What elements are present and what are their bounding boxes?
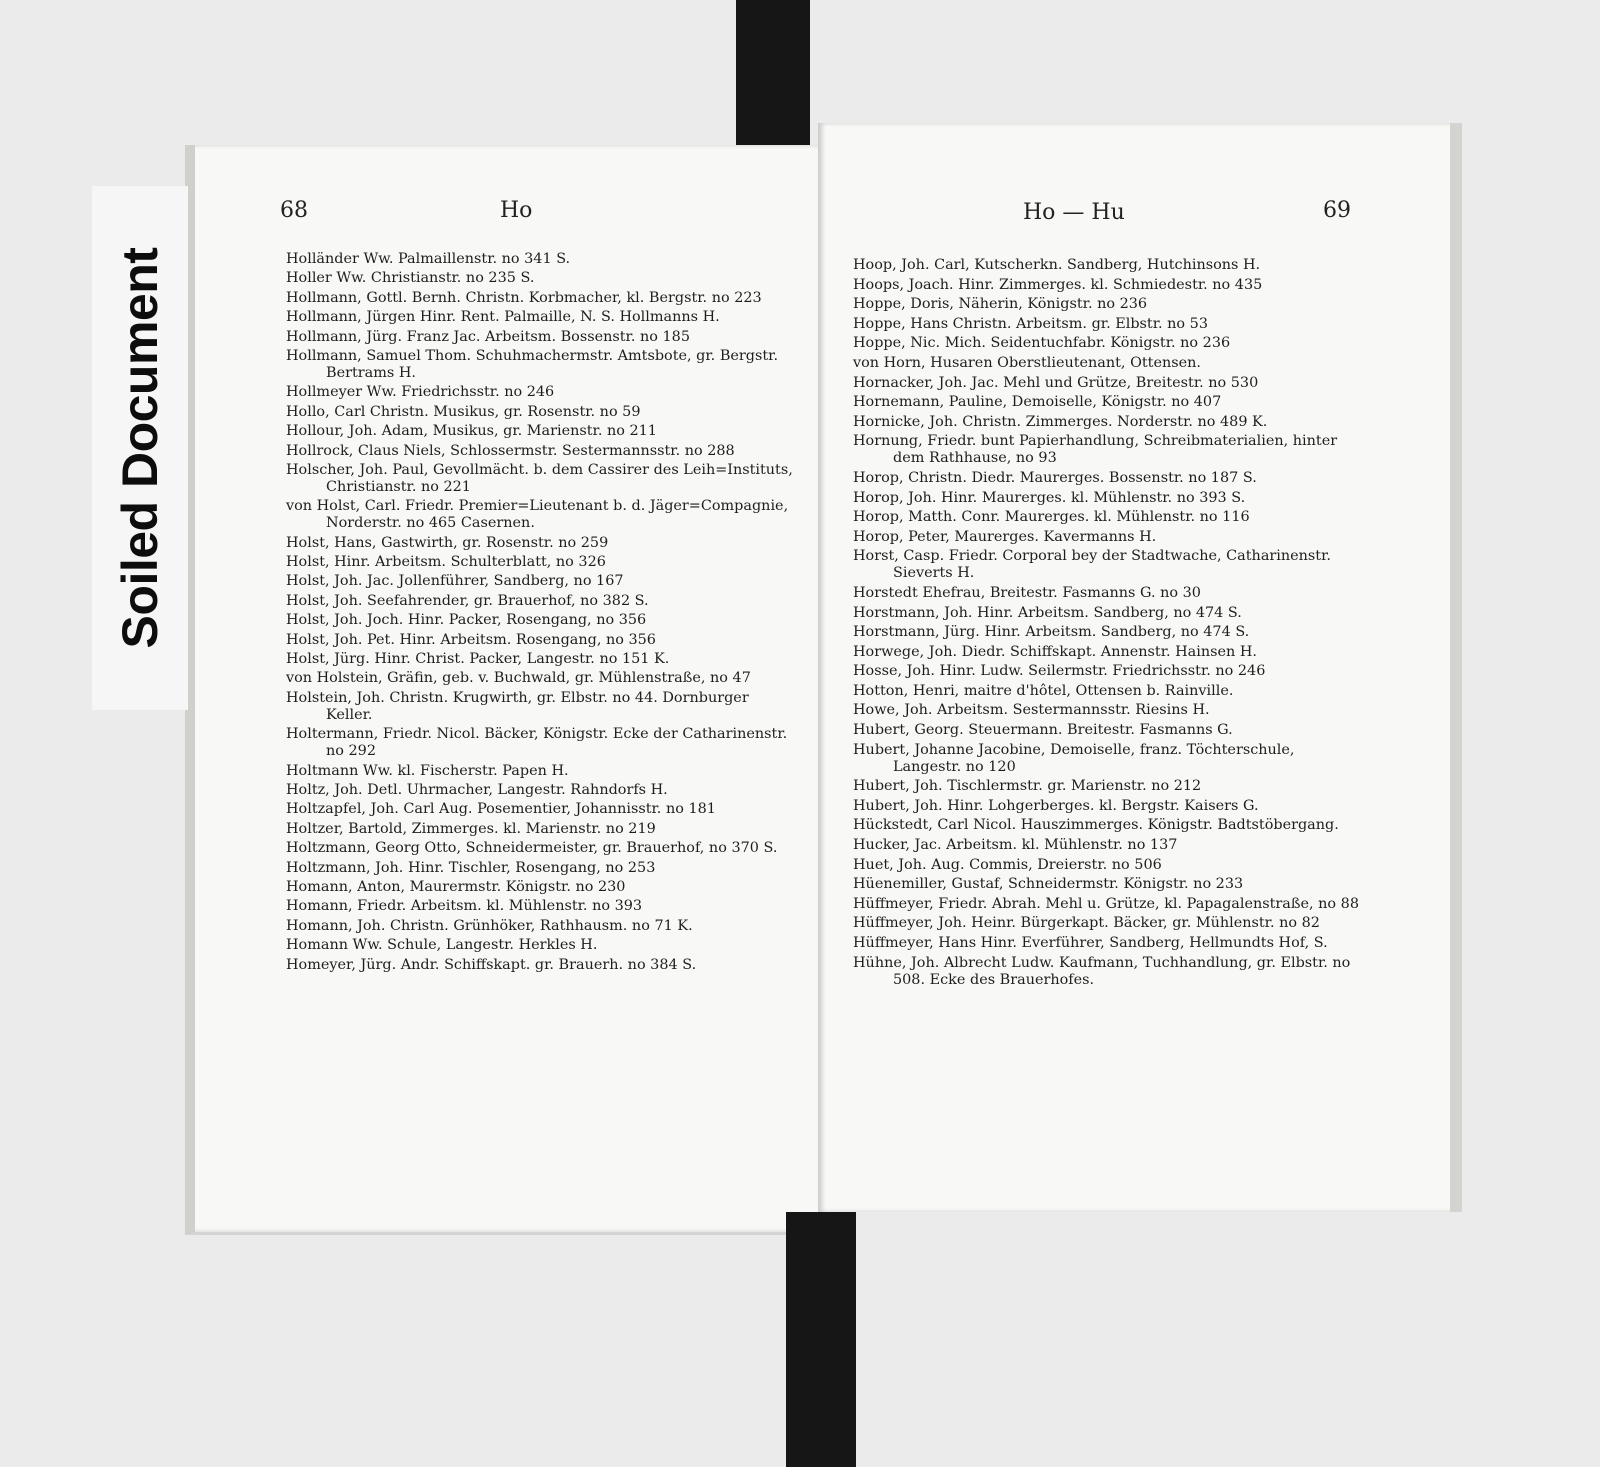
entry-list-left (286, 251, 794, 976)
directory-entry: Homann Ww. Schule, Langestr. Herkles H. (286, 937, 598, 954)
directory-entry: Hornemann, Pauline, Demoiselle, Königstr. no 407 (853, 394, 1222, 411)
directory-entry: Hollrock, Claus Niels, Schlossermstr. Sestermannsstr. no 288 (286, 442, 735, 459)
directory-entry: Homann, Anton, Maurermstr. Königstr. no 230 (286, 878, 626, 895)
directory-entry: Homann, Friedr. Arbeitsm. kl. Mühlenstr. no 393 (286, 898, 643, 915)
directory-entry: Horop, Christn. Diedr. Maurerges. Bossenstr. no 187 S. (853, 469, 1257, 486)
directory-entry: von Holst, Carl. Friedr. Premier=Lieutenant b. d. Jäger=Compagnie, Norderstr. no 465 Casernen. (286, 498, 789, 532)
directory-entry: Hornicke, Joh. Christn. Zimmerges. Norderstr. no 489 K. (853, 413, 1268, 430)
directory-entry: Hornacker, Joh. Jac. Mehl und Grütze, Breitestr. no 530 (853, 374, 1259, 391)
directory-entry: Hoop, Joh. Carl, Kutscherkn. Sandberg, Hutchinsons H. (853, 257, 1261, 273)
directory-entry: Horop, Joh. Hinr. Maurerges. kl. Mühlenstr. no 393 S. (853, 489, 1246, 506)
directory-entry: Hühne, Joh. Albrecht Ludw. Kaufmann, Tuchhandlung, gr. Elbstr. no 508. Ecke des Brauerhofes. (853, 954, 1351, 988)
binding-strap-bottom (786, 1212, 856, 1467)
directory-entry: von Horn, Husaren Oberstlieutenant, Ottensen. (853, 354, 1201, 371)
directory-entry: Holst, Joh. Jac. Jollenführer, Sandberg, no 167 (286, 573, 624, 590)
directory-entry: Hoppe, Nic. Mich. Seidentuchfabr. Königstr. no 236 (853, 335, 1231, 352)
soiled-document-label (92, 186, 188, 710)
directory-entry: Homann, Joh. Christn. Grünhöker, Rathhausm. no 71 K. (286, 917, 693, 934)
entry-list-right (853, 257, 1365, 991)
directory-entry: Hüenemiller, Gustaf, Schneidermstr. Königstr. no 233 (853, 876, 1244, 893)
directory-entry: Hollmann, Jürg. Franz Jac. Arbeitsm. Bossenstr. no 185 (286, 328, 690, 345)
directory-entry: Huet, Joh. Aug. Commis, Dreierstr. no 506 (853, 856, 1162, 873)
directory-entry: Holtzmann, Joh. Hinr. Tischler, Rosengang, no 253 (286, 859, 656, 876)
running-header-left: Ho (500, 198, 533, 223)
directory-entry: Hüffmeyer, Friedr. Abrah. Mehl u. Grütze, kl. Papagalenstraße, no 88 (853, 895, 1359, 912)
directory-entry: Horst, Casp. Friedr. Corporal bey der Stadtwache, Catharinenstr. Sieverts H. (853, 548, 1331, 582)
directory-entry: Homeyer, Jürg. Andr. Schiffskapt. gr. Brauerh. no 384 S. (286, 956, 697, 973)
directory-entry: Hornung, Friedr. bunt Papierhandlung, Schreibmaterialien, hinter dem Rathhause, no 93 (853, 433, 1338, 467)
directory-entry: Holst, Joh. Joch. Hinr. Packer, Rosengang, no 356 (286, 612, 647, 629)
directory-entry: Holler Ww. Christianstr. no 235 S. (286, 270, 535, 287)
directory-entry: Horwege, Joh. Diedr. Schiffskapt. Annenstr. Hainsen H. (853, 643, 1258, 660)
soiled-document-label-text: Soiled Document (112, 247, 168, 649)
directory-entry: Horstedt Ehefrau, Breitestr. Fasmanns G. no 30 (853, 584, 1201, 601)
directory-entry: Holscher, Joh. Paul, Gevollmächt. b. dem Cassirer des Leih=Instituts, Christianstr. no 221 (286, 461, 793, 495)
directory-entry: Hollmeyer Ww. Friedrichsstr. no 246 (286, 384, 555, 401)
left-page (185, 145, 832, 1235)
directory-entry: Holst, Hans, Gastwirth, gr. Rosenstr. no 259 (286, 534, 609, 551)
directory-entry: Hollo, Carl Christn. Musikus, gr. Rosenstr. no 59 (286, 403, 641, 420)
directory-entry: Hucker, Jac. Arbeitsm. kl. Mühlenstr. no 137 (853, 837, 1178, 854)
directory-entry: Hubert, Georg. Steuermann. Breitestr. Fasmanns G. (853, 722, 1233, 739)
directory-entry: Holtmann Ww. kl. Fischerstr. Papen H. (286, 762, 569, 779)
directory-entry: Hollour, Joh. Adam, Musikus, gr. Marienstr. no 211 (286, 423, 657, 440)
directory-entry: Hollmann, Jürgen Hinr. Rent. Palmaille, N. S. Hollmanns H. (286, 309, 720, 326)
directory-entry: Hoppe, Hans Christn. Arbeitsm. gr. Elbstr. no 53 (853, 315, 1208, 332)
directory-entry: Howe, Joh. Arbeitsm. Sestermannsstr. Riesins H. (853, 702, 1210, 719)
directory-entry: Holtzapfel, Joh. Carl Aug. Posementier, Johannisstr. no 181 (286, 801, 716, 818)
directory-entry: Hubert, Joh. Tischlermstr. gr. Marienstr. no 212 (853, 778, 1202, 795)
directory-entry: Holtzmann, Georg Otto, Schneidermeister, gr. Brauerhof, no 370 S. (286, 840, 778, 857)
directory-entry: Horop, Peter, Maurerges. Kavermanns H. (853, 528, 1157, 545)
directory-entry: Hoops, Joach. Hinr. Zimmerges. kl. Schmiedestr. no 435 (853, 276, 1263, 293)
right-page (818, 123, 1462, 1212)
directory-entry: Horstmann, Joh. Hinr. Arbeitsm. Sandberg, no 474 S. (853, 604, 1242, 621)
directory-entry: Hoppe, Doris, Näherin, Königstr. no 236 (853, 296, 1148, 313)
directory-entry: Holtermann, Friedr. Nicol. Bäcker, Königstr. Ecke der Catharinenstr. no 292 (286, 726, 788, 760)
directory-entry: Holstein, Joh. Christn. Krugwirth, gr. Elbstr. no 44. Dornburger Keller. (286, 689, 749, 723)
directory-entry: Hollmann, Samuel Thom. Schuhmachermstr. Amtsbote, gr. Bergstr. Bertrams H. (286, 347, 779, 381)
directory-entry: Holst, Joh. Pet. Hinr. Arbeitsm. Rosengang, no 356 (286, 631, 656, 648)
directory-entry: Holst, Joh. Seefahrender, gr. Brauerhof, no 382 S. (286, 592, 649, 609)
directory-entry: Horstmann, Jürg. Hinr. Arbeitsm. Sandberg, no 474 S. (853, 624, 1250, 641)
directory-entry: von Holstein, Gräfin, geb. v. Buchwald, gr. Mühlenstraße, no 47 (286, 670, 751, 687)
directory-entry: Hüffmeyer, Hans Hinr. Everführer, Sandberg, Hellmundts Hof, S. (853, 935, 1328, 951)
directory-entry: Hollmann, Gottl. Bernh. Christn. Korbmacher, kl. Bergstr. no 223 (286, 289, 762, 306)
directory-entry: Hotton, Henri, maitre d'hôtel, Ottensen b. Rainville. (853, 682, 1234, 699)
directory-entry: Holländer Ww. Palmaillenstr. no 341 S. (286, 251, 571, 267)
directory-entry: Horop, Matth. Conr. Maurerges. kl. Mühlenstr. no 116 (853, 509, 1250, 526)
directory-entry: Hosse, Joh. Hinr. Ludw. Seilermstr. Friedrichsstr. no 246 (853, 663, 1266, 680)
directory-entry: Hückstedt, Carl Nicol. Hauszimmerges. Königstr. Badtstöbergang. (853, 817, 1339, 834)
binding-strap-top (736, 0, 810, 150)
page-number-left: 68 (280, 198, 308, 223)
directory-entry: Hubert, Joh. Hinr. Lohgerberges. kl. Bergstr. Kaisers G. (853, 797, 1259, 814)
directory-entry: Holtzer, Bartold, Zimmerges. kl. Marienstr. no 219 (286, 820, 656, 837)
running-header-right: Ho — Hu (1023, 200, 1125, 225)
directory-entry: Holst, Hinr. Arbeitsm. Schulterblatt, no 326 (286, 554, 606, 571)
directory-entry: Hubert, Johanne Jacobine, Demoiselle, franz. Töchterschule, Langestr. no 120 (853, 741, 1295, 775)
page-number-right: 69 (1323, 198, 1351, 223)
directory-entry: Holst, Jürg. Hinr. Christ. Packer, Langestr. no 151 K. (286, 651, 670, 668)
directory-entry: Holtz, Joh. Detl. Uhrmacher, Langestr. Rahndorfs H. (286, 781, 668, 798)
directory-entry: Hüffmeyer, Joh. Heinr. Bürgerkapt. Bäcker, gr. Mühlenstr. no 82 (853, 915, 1320, 932)
